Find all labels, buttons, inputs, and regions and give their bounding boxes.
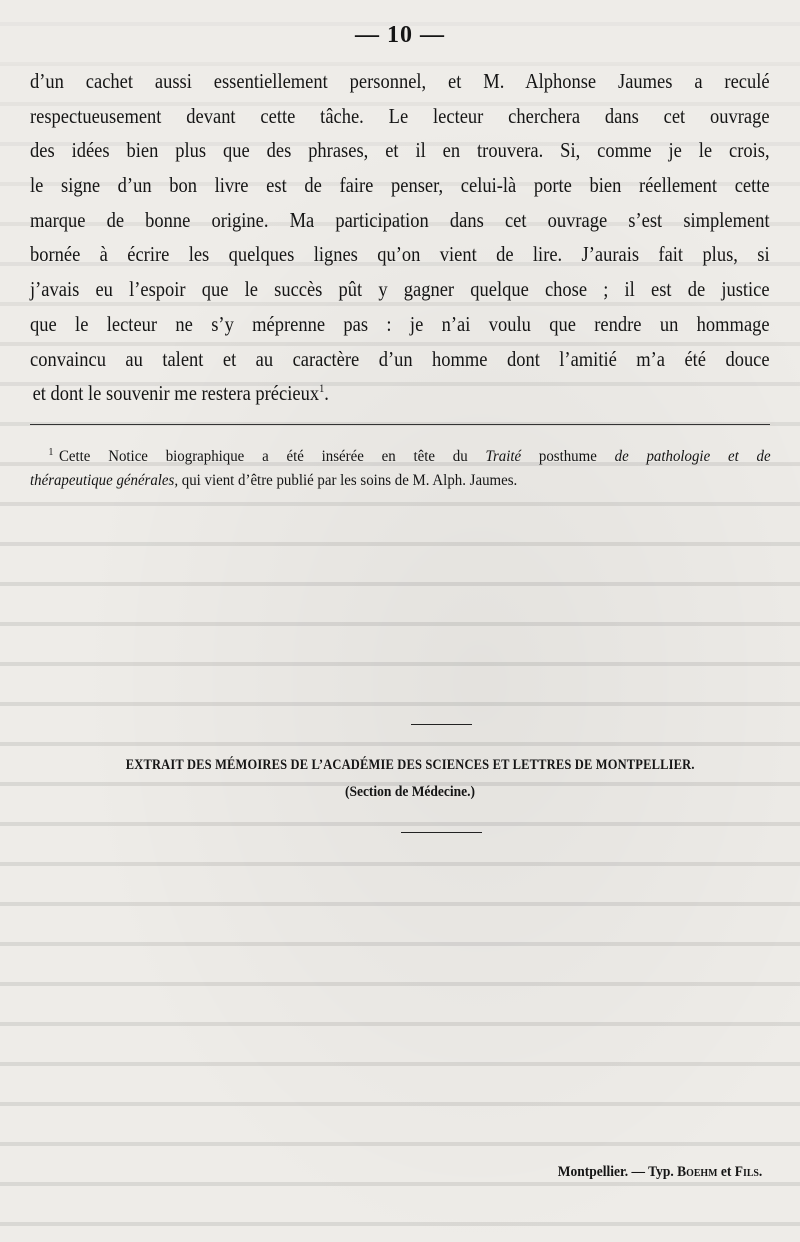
footnote-italic-traite: Traité <box>485 447 522 465</box>
body-line-7: j’avais eu l’espoir que le succès pût y gagner quelque chose ; il est de justice <box>30 277 770 302</box>
body-line-10-text: et dont le souvenir me restera précieux <box>32 381 320 406</box>
footnote-text-end: qui vient d’être publié par les soins de M. Alph. Jaumes. <box>178 471 518 489</box>
imprint-printer: Boehm <box>676 1164 718 1180</box>
body-line-6: bornée à écrire les quelques lignes qu’on vient de lire. J’aurais fait plus, si <box>30 242 770 267</box>
footnote-italic-title-1: de pathologie et de <box>614 447 771 465</box>
footnote-number: 1 <box>48 445 54 458</box>
extract-title: EXTRAIT DES MÉMOIRES DE L’ACADÉMIE DES SCIENCES ET LETTRES DE MONTPELLIER. <box>125 757 695 773</box>
body-line-2: respectueusement devant cette tâche. Le lecteur cherchera dans cet ouvrage <box>30 103 770 128</box>
imprint-suffix: Fils. <box>734 1164 762 1180</box>
imprint-city: Montpellier. — Typ. <box>557 1164 677 1180</box>
footnote-text-start: Cette Notice biographique a été insérée en tête du <box>58 447 486 465</box>
footnote-line-1 <box>30 444 771 468</box>
extract-top-rule <box>411 724 472 725</box>
body-paragraph <box>30 64 770 411</box>
body-line-3: des idées bien plus que des phrases, et il en trouvera. Si, comme je le crois, <box>30 138 770 163</box>
extract-block <box>0 756 800 801</box>
extract-bottom-rule <box>401 832 482 833</box>
extract-subtitle: (Section de Médecine.) <box>344 784 476 800</box>
imprint-connector: et <box>717 1164 735 1180</box>
final-period: . <box>324 381 329 406</box>
page-number: — 10 — <box>355 22 445 48</box>
footnote-line-2 <box>30 468 771 492</box>
footnote-text-mid: posthume <box>521 447 615 465</box>
footnote-italic-title-2: thérapeutique générales, <box>30 471 179 489</box>
body-line-10 <box>30 376 772 411</box>
body-line-5: marque de bonne origine. Ma participation dans cet ouvrage s’est simplement <box>30 207 770 232</box>
body-line-9: convaincu au talent et au caractère d’un homme dont l’amitié m’a été douce <box>30 346 770 371</box>
body-line-1: d’un cachet aussi essentiellement personnel, et M. Alphonse Jaumes a reculé <box>30 69 770 93</box>
printer-imprint <box>557 1164 762 1181</box>
footnote-reference[interactable]: 1 <box>319 381 325 396</box>
footnote-separator <box>30 424 770 425</box>
body-line-8: que le lecteur ne s’y méprenne pas : je n’ai voulu que rendre un hommage <box>30 311 770 336</box>
footnote <box>30 444 770 492</box>
body-line-4: le signe d’un bon livre est de faire penser, celui-là porte bien réellement cette <box>30 173 770 198</box>
